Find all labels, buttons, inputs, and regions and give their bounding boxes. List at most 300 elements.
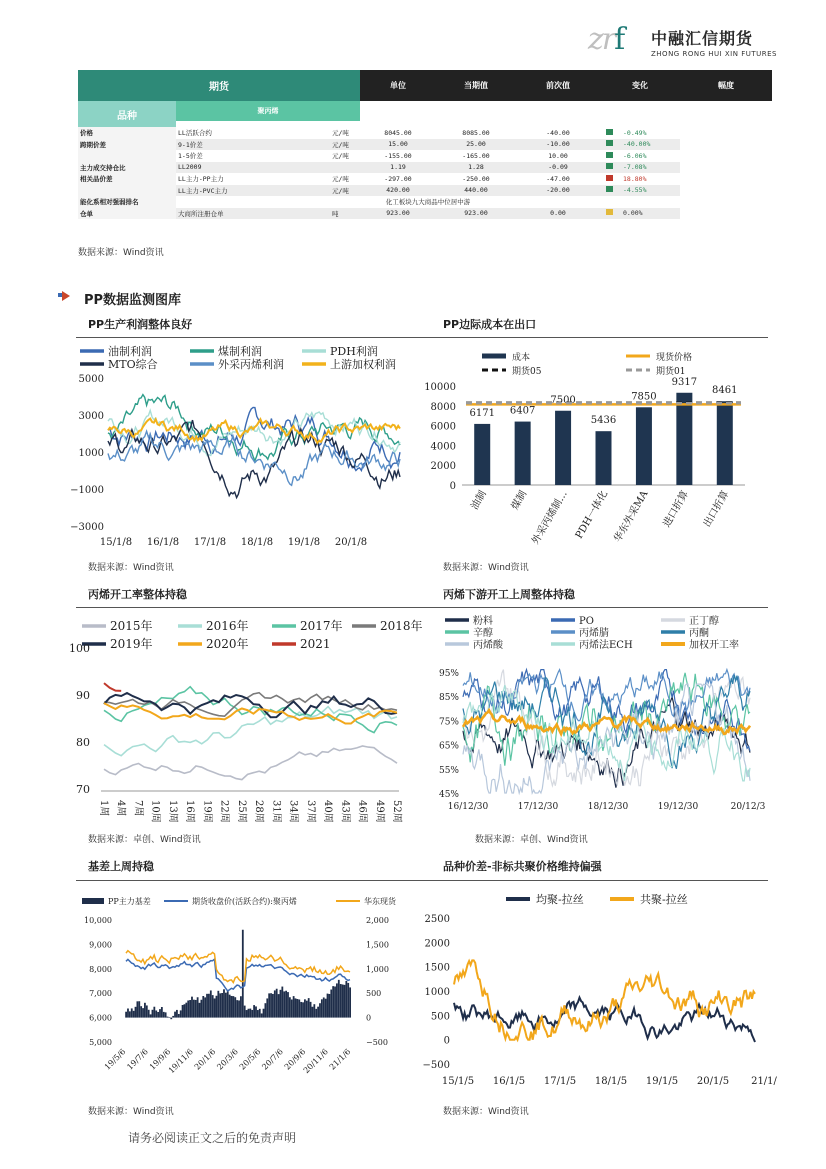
basis-bar — [212, 995, 214, 1017]
bar-value-label: 7850 — [631, 391, 657, 403]
legend-label: 加权开工率 — [689, 640, 739, 651]
legend-label: PDH利润 — [330, 345, 378, 358]
row-unit: 元/吨 — [332, 152, 349, 161]
basis-bar — [193, 1000, 195, 1018]
basis-bar — [344, 985, 346, 1018]
basis-bar — [155, 1010, 157, 1017]
x-tick-label: 外采丙烯制… — [530, 489, 570, 547]
basis-bar — [261, 1013, 263, 1017]
row-category — [78, 150, 176, 162]
section-title: PP数据监测图库 — [84, 293, 182, 308]
basis-bar — [244, 1006, 246, 1018]
y-tick-label: 85% — [438, 693, 459, 704]
basis-bar — [140, 1006, 142, 1017]
basis-bar — [216, 996, 218, 1018]
series-line-0 — [104, 746, 397, 780]
y-tick-label-right: 2,000 — [366, 916, 389, 925]
basis-bar — [349, 987, 351, 1017]
row-change: -47.00 — [546, 174, 570, 183]
basis-bar — [148, 1010, 150, 1018]
legend-label: 2020年 — [206, 637, 249, 651]
x-tick-label: 17/1/5 — [543, 1076, 577, 1087]
sub-header: 聚丙烯 — [176, 101, 360, 121]
row-current: 8045.00 — [384, 128, 412, 137]
y-tick-label: 65% — [438, 741, 459, 752]
section-arrow-icon — [62, 291, 70, 301]
x-tick-label: 19/9/6 — [147, 1047, 173, 1072]
row-previous: 8085.00 — [462, 128, 490, 137]
y-tick-label: 55% — [438, 765, 459, 776]
x-tick-label: 13周 — [166, 800, 178, 823]
basis-bar — [125, 1012, 127, 1018]
row-range — [600, 173, 680, 185]
row-item: 大商所注册仓单 — [176, 208, 330, 220]
table-source: 数据来源：Wind资讯 — [78, 248, 164, 258]
basis-bar — [176, 1010, 178, 1018]
basis-bar — [182, 1005, 184, 1018]
x-tick-label: 17/1/8 — [193, 537, 227, 548]
y-tick-label: 8,000 — [89, 964, 112, 974]
row-change: -0.09 — [516, 162, 600, 174]
basis-bar — [295, 998, 297, 1017]
x-tick-label: 43周 — [339, 800, 351, 823]
chart5-title: 基差上周持稳 — [88, 860, 154, 873]
y-tick-label: 70 — [76, 783, 90, 796]
x-tick-label: 15/1/5 — [441, 1076, 475, 1087]
row-category: 价格 — [78, 127, 176, 139]
x-tick-label: 18/1/8 — [240, 537, 274, 548]
row-item: LL活跃合约 — [178, 129, 212, 138]
y-tick-label-right: 1,500 — [366, 940, 389, 950]
row-previous: -250.00 — [462, 174, 490, 183]
y-tick-label: 45% — [438, 790, 459, 800]
y-tick-label: 100 — [69, 642, 90, 655]
basis-bar — [231, 996, 233, 1018]
flag-icon — [606, 209, 613, 215]
x-tick-label: 16/1/8 — [146, 537, 180, 548]
basis-bar — [210, 990, 212, 1017]
row-unit: 吨 — [330, 208, 360, 220]
x-tick-label: 油制 — [469, 489, 489, 512]
basis-bar — [249, 1009, 251, 1018]
legend-label: 粉料 — [473, 616, 493, 627]
basis-bar — [347, 983, 349, 1018]
row-unit — [330, 162, 360, 174]
flag-icon — [606, 186, 613, 192]
legend-label: 成本 — [512, 353, 531, 363]
basis-bar — [276, 989, 278, 1018]
row-item: 1-5价差 — [178, 152, 203, 161]
header-unit: 单位 — [360, 70, 436, 101]
row-change: -10.00 — [516, 139, 600, 151]
company-name-en: ZHONG RONG HUI XIN FUTURES — [651, 50, 777, 58]
basis-bar — [191, 997, 193, 1018]
bar-value-label: 8461 — [712, 385, 738, 397]
bar-value-label: 9317 — [671, 376, 698, 388]
basis-bar — [180, 1010, 182, 1017]
basis-bar — [242, 930, 244, 1018]
x-tick-label: 40周 — [322, 800, 334, 823]
y-tick-label: 75% — [438, 717, 459, 728]
bar-value-label: 6407 — [509, 405, 536, 417]
row-range — [600, 185, 680, 197]
basis-bar — [217, 991, 219, 1018]
flag-icon — [606, 152, 613, 158]
row-category — [78, 185, 176, 197]
basis-bar — [153, 1007, 155, 1018]
y-tick-label: 0 — [449, 481, 456, 492]
y-tick-label-right: 500 — [366, 989, 382, 999]
header-range: 幅度 — [680, 70, 772, 101]
basis-bar — [219, 993, 221, 1017]
row-previous: 440.00 — [436, 185, 516, 197]
y-tick-label: 5000 — [78, 374, 104, 385]
row-item: 9-1价差 — [176, 139, 330, 151]
x-tick-label: 18/12/30 — [587, 802, 629, 812]
basis-bar — [251, 1010, 253, 1018]
row-range — [600, 150, 680, 162]
legend-label: 油制利润 — [108, 345, 152, 358]
row-change: -20.00 — [516, 185, 600, 197]
flag-icon — [606, 163, 613, 169]
basis-bar — [336, 983, 338, 1017]
y-tick-label: 80 — [76, 736, 90, 749]
y-tick-label: 95% — [438, 669, 459, 679]
basis-bar — [264, 1003, 266, 1017]
basis-bar — [281, 987, 283, 1018]
bar — [474, 424, 490, 485]
row-category: 相关品价差 — [78, 173, 176, 185]
basis-bar — [184, 1004, 186, 1017]
table-row — [78, 127, 772, 139]
x-tick-label: 20/7/6 — [260, 1047, 285, 1072]
futures-summary-table — [78, 70, 772, 219]
chart3-source: 数据来源：卓创、Wind资讯 — [88, 835, 201, 845]
chart3-propylene-rate — [60, 615, 423, 827]
y-tick-label: 500 — [430, 1011, 450, 1023]
legend-label: 2016年 — [206, 619, 249, 633]
x-tick-label: 20/3/6 — [215, 1047, 240, 1072]
legend-label: 丙烯法ECH — [579, 640, 633, 651]
basis-bar — [199, 1003, 201, 1018]
basis-bar — [159, 1009, 161, 1017]
basis-bar — [131, 1008, 133, 1017]
chart2-cost-bars — [420, 345, 770, 545]
row-category: 主力成交持仓比 — [78, 162, 176, 174]
legend-label: 2018年 — [380, 619, 423, 633]
basis-bar — [152, 1010, 154, 1018]
x-tick-label: 20/9/6 — [282, 1047, 308, 1072]
legend-label: 上游加权利润 — [330, 358, 396, 371]
legend-label: 辛醇 — [473, 628, 493, 639]
row-category: 仓单 — [78, 208, 176, 220]
header-previous: 前次值 — [516, 70, 600, 101]
legend-label: 丙酮 — [689, 628, 709, 639]
legend-label: 现货价格 — [656, 353, 693, 363]
legend-label: 华东现货 — [364, 897, 396, 906]
basis-bar — [187, 1000, 189, 1017]
x-tick-label: 20/1/5 — [696, 1076, 730, 1087]
row-range-value: 0.00% — [623, 209, 643, 218]
basis-bar — [248, 1009, 250, 1018]
basis-bar — [238, 1000, 240, 1017]
row-range — [600, 127, 680, 139]
basis-bar — [146, 1005, 148, 1017]
x-tick-label: 20/5/6 — [237, 1047, 263, 1072]
basis-bar — [287, 992, 289, 1018]
basis-bar — [163, 1012, 165, 1018]
x-tick-label: 20/11/6 — [301, 1047, 330, 1076]
basis-bar — [298, 999, 300, 1017]
x-tick-label: 19周 — [201, 800, 213, 823]
row-current: -155.00 — [384, 151, 412, 160]
x-tick-label: 16/12/30 — [447, 802, 489, 812]
bar-value-label: 7500 — [550, 394, 576, 406]
basis-bar — [255, 1006, 257, 1017]
chart2-source: 数据来源：Wind资讯 — [443, 563, 529, 573]
flag-icon — [606, 129, 613, 135]
y-tick-label: 2500 — [424, 914, 450, 925]
bar — [515, 422, 531, 485]
basis-bar — [342, 984, 344, 1017]
x-tick-label: 19/11/6 — [166, 1047, 195, 1076]
row-previous: 25.00 — [436, 139, 516, 151]
basis-bar — [195, 1000, 197, 1018]
basis-bar — [280, 990, 282, 1018]
basis-bar — [234, 997, 236, 1017]
basis-bar — [127, 1009, 129, 1018]
chart6-title: 品种价差-非标共聚价格维持偏强 — [443, 860, 602, 873]
basis-bar — [278, 994, 280, 1017]
basis-bar — [304, 999, 306, 1017]
flag-icon — [606, 140, 613, 146]
row-unit: 元/吨 — [332, 129, 349, 138]
basis-bar — [142, 1008, 144, 1017]
basis-bar — [172, 1016, 174, 1018]
basis-bar — [185, 1003, 187, 1018]
bar-value-label: 6171 — [469, 407, 495, 419]
row-range-value: -6.06% — [623, 151, 647, 160]
legend-label: 煤制利润 — [218, 345, 262, 358]
y-tick-label: −1000 — [70, 485, 104, 496]
basis-bar — [332, 986, 334, 1017]
legend-label: PO — [579, 616, 594, 627]
basis-bar — [236, 1000, 238, 1017]
basis-bar — [240, 996, 242, 1017]
x-tick-label: 进口折算 — [661, 489, 691, 530]
row-item: LL主力-PP主力 — [178, 175, 224, 184]
row-range-value: -40.00% — [623, 140, 651, 149]
x-tick-label: 52周 — [391, 800, 402, 823]
chart5-basis — [78, 892, 408, 1092]
x-tick-label: 37周 — [304, 800, 316, 823]
row-range-value: -4.55% — [623, 186, 647, 195]
row-range-value: -7.08% — [623, 163, 647, 172]
row-current: -297.00 — [384, 174, 412, 183]
x-tick-label: 31周 — [270, 800, 282, 823]
y-tick-label-right: 1,000 — [366, 964, 389, 974]
chart1-profit-lines — [70, 345, 408, 553]
spot-line — [126, 951, 350, 983]
table-row — [78, 162, 772, 174]
legend-label: 均聚-拉丝 — [536, 893, 584, 906]
header-current: 当期值 — [436, 70, 516, 101]
basis-bar — [272, 994, 274, 1018]
basis-bar — [328, 994, 330, 1018]
company-name-cn: 中融汇信期货 — [651, 29, 754, 48]
basis-bar — [174, 1012, 176, 1018]
x-tick-label: 7周 — [132, 800, 144, 817]
basis-bar — [321, 999, 323, 1017]
basis-bar — [327, 994, 329, 1018]
basis-bar — [221, 993, 223, 1018]
x-tick-label: 46周 — [356, 800, 368, 823]
x-tick-label: 20/1/6 — [192, 1047, 218, 1072]
legend-label: 正丁醇 — [689, 616, 719, 627]
chart1-title: PP生产利润整体良好 — [88, 318, 193, 331]
basis-bar — [306, 1001, 308, 1018]
basis-bar — [334, 986, 336, 1017]
row-unit: 元/吨 — [330, 185, 360, 197]
basis-bar — [270, 993, 272, 1017]
y-tick-label: 10,000 — [84, 916, 112, 925]
chart6-grade-spread — [420, 890, 777, 1090]
x-tick-label: 10周 — [149, 800, 161, 823]
basis-bar — [168, 1017, 170, 1018]
basis-bar — [135, 1007, 137, 1018]
x-tick-label: 34周 — [287, 800, 299, 823]
header-futures: 期货 — [78, 70, 360, 101]
table-row — [78, 185, 772, 197]
chart6-source: 数据来源：Wind资讯 — [443, 1107, 529, 1117]
x-tick-label: 15/1/8 — [99, 537, 133, 548]
basis-bar — [157, 1012, 159, 1018]
y-tick-label-right: 0 — [366, 1013, 372, 1023]
basis-bar — [296, 999, 298, 1018]
x-tick-label: 16周 — [184, 800, 196, 823]
basis-bar — [138, 1001, 140, 1017]
basis-bar — [308, 998, 310, 1017]
basis-bar — [274, 990, 276, 1017]
x-tick-label: PDH一体化 — [573, 489, 611, 541]
legend-label: 期货收盘价(活跃合约):聚丙烯 — [192, 897, 297, 906]
basis-bar — [325, 999, 327, 1018]
row-previous: -165.00 — [462, 151, 490, 160]
basis-bar — [338, 980, 340, 1018]
row-change: -40.00 — [546, 128, 570, 137]
y-tick-label: −500 — [422, 1060, 450, 1071]
y-tick-label: 1000 — [78, 448, 104, 459]
basis-bar — [208, 994, 210, 1018]
bar — [676, 393, 692, 485]
basis-bar — [200, 1000, 202, 1018]
basis-bar — [330, 990, 332, 1018]
legend-swatch — [82, 898, 104, 904]
basis-bar — [225, 993, 227, 1018]
y-tick-label: 90 — [76, 689, 90, 702]
basis-bar — [285, 991, 287, 1018]
chart4-title: 丙烯下游开工上周整体持稳 — [443, 588, 575, 601]
row-previous: 1.28 — [436, 162, 516, 174]
basis-bar — [144, 1003, 146, 1018]
chart4-source: 数据来源：卓创、Wind资讯 — [475, 835, 588, 845]
futures-line — [126, 959, 350, 991]
legend-label: 期货05 — [512, 367, 542, 377]
row-merged-text: 化工板块九大商品中位居中游 — [385, 198, 471, 207]
basis-bar — [206, 994, 208, 1018]
row-unit: 元/吨 — [330, 139, 360, 151]
row-change: 0.00 — [516, 208, 600, 220]
x-tick-label: 21/1/ — [751, 1076, 777, 1087]
basis-bar — [232, 996, 234, 1017]
legend-label: 2019年 — [110, 637, 153, 651]
basis-bar — [136, 1001, 138, 1017]
y-tick-label: 2000 — [430, 461, 456, 473]
x-tick-label: 19/7/6 — [125, 1047, 150, 1072]
basis-bar — [189, 1000, 191, 1018]
row-category: 能化系相对强弱排名 — [78, 196, 176, 208]
table-row — [78, 173, 772, 185]
row-unit: 元/吨 — [332, 175, 349, 184]
x-tick-label: 18/1/5 — [594, 1076, 628, 1087]
row-previous: 923.00 — [436, 208, 516, 220]
basis-bar — [259, 1009, 261, 1018]
row-change: 10.00 — [548, 151, 568, 160]
basis-bar — [257, 1010, 259, 1018]
basis-bar — [150, 1014, 152, 1017]
chart5-source: 数据来源：Wind资讯 — [88, 1107, 174, 1117]
basis-bar — [197, 997, 199, 1017]
basis-bar — [283, 991, 285, 1017]
x-tick-label: 4周 — [115, 800, 127, 817]
y-tick-label-right: −500 — [366, 1038, 388, 1047]
x-tick-label: 19/1/5 — [645, 1076, 679, 1087]
x-tick-label: 煤制 — [509, 489, 530, 512]
bar — [717, 401, 733, 485]
y-tick-label: 3000 — [78, 411, 104, 422]
x-tick-label: 28周 — [253, 800, 265, 823]
row-range-value: -0.49% — [623, 128, 647, 137]
basis-bar — [204, 997, 206, 1017]
basis-bar — [310, 1002, 312, 1018]
table-row — [78, 208, 772, 220]
legend-label: 2017年 — [300, 619, 343, 633]
x-tick-label: 21/1/6 — [327, 1047, 353, 1072]
flag-icon — [606, 175, 613, 181]
y-tick-label: 2000 — [424, 938, 450, 950]
row-item: LL2009 — [176, 162, 330, 174]
header-change: 变化 — [600, 70, 680, 101]
y-tick-label: 0 — [443, 1035, 450, 1047]
basis-bar — [229, 995, 231, 1018]
basis-bar — [165, 1012, 167, 1017]
basis-bar — [214, 998, 216, 1017]
row-current: 1.19 — [360, 162, 436, 174]
x-tick-label: 20/12/3 — [730, 802, 766, 812]
legend-label: 2021 — [300, 637, 331, 651]
x-tick-label: 出口折算 — [701, 489, 732, 530]
x-tick-label: 17/12/30 — [517, 802, 559, 812]
legend-label: 2015年 — [110, 619, 153, 633]
basis-bar — [266, 998, 268, 1017]
x-tick-label: 22周 — [218, 800, 230, 823]
basis-bar — [319, 1003, 321, 1017]
y-tick-label: 6,000 — [89, 1013, 112, 1023]
table-row — [78, 196, 772, 208]
basis-bar — [178, 1014, 180, 1018]
x-tick-label: 19/1/8 — [287, 537, 321, 548]
x-tick-label: 19/12/30 — [657, 802, 699, 812]
